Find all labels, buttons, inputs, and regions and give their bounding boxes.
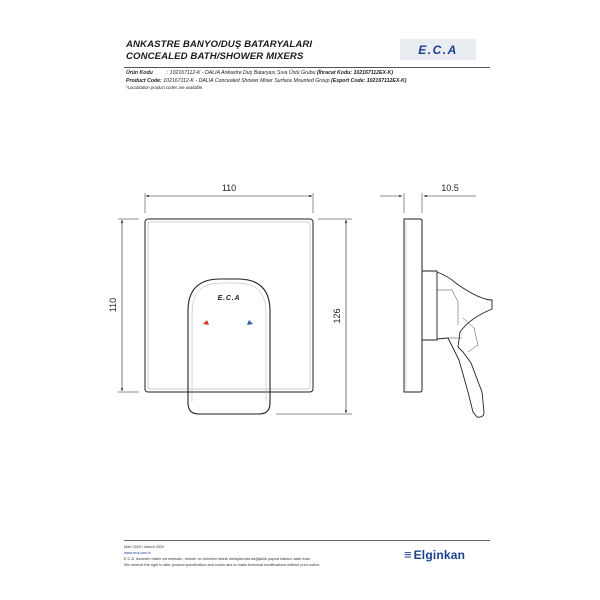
elginkan-mark-icon: ≡ [404, 547, 412, 562]
footer-url[interactable]: www.eca.com.tr [124, 551, 151, 555]
dimension-depth-label: 10.5 [441, 183, 459, 193]
side-body [422, 271, 437, 340]
product-code-tr-label: Ürün Kodu [126, 70, 153, 76]
dimension-total-height-label: 126 [332, 308, 342, 324]
handle-eca-logo: E.C.A [217, 295, 241, 302]
side-view [404, 219, 492, 417]
dimension-width [145, 183, 313, 213]
side-handle-profile [437, 272, 492, 417]
front-plate-inner-edge [148, 222, 310, 389]
front-plate-outline [145, 219, 313, 392]
side-plate [404, 219, 422, 392]
cold-indicator-icon [247, 320, 253, 325]
elginkan-logo [404, 547, 465, 562]
dimension-depth [380, 183, 476, 213]
dimension-height-label: 110 [108, 297, 118, 313]
product-code-tr-value: : 102167112-K - DALIA Ankastre Duş Bataryası Sıva Üstü Grubu [166, 70, 316, 76]
footer-notice-turkish: E.C.A. önceden haber vermeksizin, ürünler ve ürünlerin teknik detaylarında değişiklik yapma hakkını saklı tutar. [124, 557, 311, 561]
dimension-width-label: 110 [221, 183, 237, 193]
export-code-tr: (İhracat Kodu: 102167112EX-K) [316, 70, 394, 76]
hot-indicator-icon [203, 320, 209, 325]
front-view [145, 219, 313, 414]
elginkan-brand-name: Elginkan [413, 547, 466, 562]
title-turkish: ANKASTRE BANYO/DUŞ BATARYALARI [126, 39, 313, 50]
product-code-en-value: 102167112-K - DALIA Concealed Shower Mixer Surface Mounted Group [163, 77, 330, 84]
eca-logo-text: E.C.A [418, 42, 458, 57]
product-code-en-label: Product Code: [126, 77, 162, 84]
footer-block [124, 544, 384, 568]
localization-note: *Localization product codes are available. [126, 85, 204, 91]
dimension-total-height [276, 219, 352, 414]
dimension-height [108, 219, 139, 392]
title-english: CONCEALED BATH/SHOWER MIXERS [126, 51, 304, 62]
footer-divider [124, 540, 490, 541]
footer-notice-english: We reserve the right to alter product specification and colors and to make technical modifications without prior notice. [124, 563, 321, 567]
footer-date: Mart 2020 / March 2020 [124, 545, 165, 549]
export-code-en: (Export Code: 102167112EX-K) [331, 77, 407, 84]
